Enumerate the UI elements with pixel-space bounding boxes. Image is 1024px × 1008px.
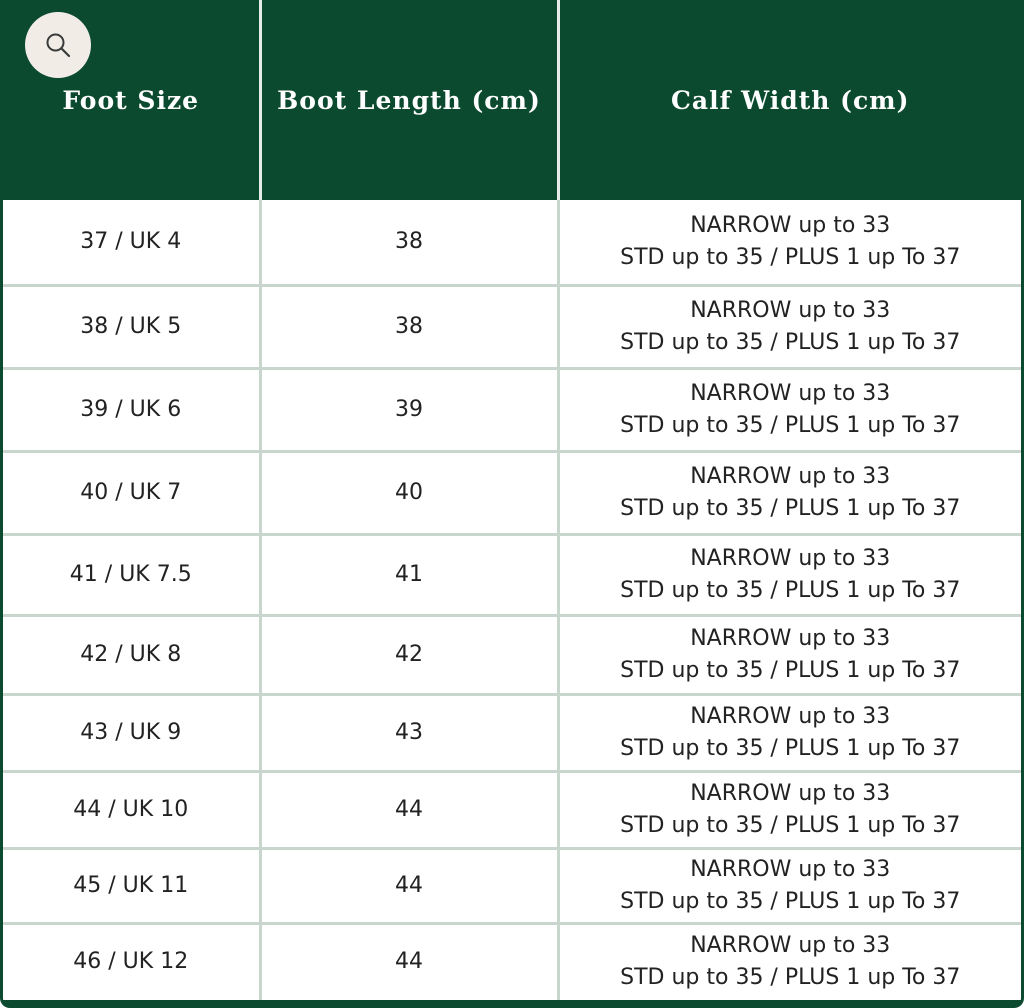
boot-length-cell: 39 — [260, 368, 558, 451]
foot-size-cell: 37 / UK 4 — [3, 200, 260, 285]
foot-size-cell: 41 / UK 7.5 — [3, 534, 260, 615]
calf-width-line: NARROW up to 33 — [690, 625, 891, 651]
calf-width-line: STD up to 35 / PLUS 1 up To 37 — [620, 812, 961, 838]
boot-length-cell: 43 — [260, 694, 558, 771]
calf-width-cell — [558, 451, 1021, 534]
boot-length-cell: 38 — [260, 285, 558, 368]
calf-width-line: NARROW up to 33 — [690, 380, 891, 406]
calf-width-line: STD up to 35 / PLUS 1 up To 37 — [620, 412, 961, 438]
table-row — [3, 200, 1021, 285]
calf-width-line: STD up to 35 / PLUS 1 up To 37 — [620, 244, 961, 270]
foot-size-cell: 42 / UK 8 — [3, 615, 260, 694]
calf-width-line: STD up to 35 / PLUS 1 up To 37 — [620, 657, 961, 683]
search-button[interactable] — [25, 12, 91, 78]
calf-width-line: STD up to 35 / PLUS 1 up To 37 — [620, 965, 961, 991]
table-row — [3, 771, 1021, 848]
table-row — [3, 451, 1021, 534]
calf-width-cell — [558, 848, 1021, 923]
foot-size-cell: 38 / UK 5 — [3, 285, 260, 368]
calf-width-cell — [558, 771, 1021, 848]
calf-width-line: NARROW up to 33 — [690, 463, 891, 489]
calf-width-line: STD up to 35 / PLUS 1 up To 37 — [620, 577, 961, 603]
foot-size-cell: 44 / UK 10 — [3, 771, 260, 848]
table-row — [3, 285, 1021, 368]
calf-width-line: NARROW up to 33 — [690, 856, 891, 882]
calf-width-line: NARROW up to 33 — [690, 933, 891, 959]
table-row — [3, 534, 1021, 615]
boot-length-cell: 42 — [260, 615, 558, 694]
calf-width-line: NARROW up to 33 — [690, 703, 891, 729]
calf-width-line: STD up to 35 / PLUS 1 up To 37 — [620, 888, 961, 914]
calf-width-line: STD up to 35 / PLUS 1 up To 37 — [620, 735, 961, 761]
foot-size-cell: 39 / UK 6 — [3, 368, 260, 451]
table-header-row — [3, 0, 1021, 200]
table-row — [3, 848, 1021, 923]
calf-width-line: NARROW up to 33 — [690, 780, 891, 806]
header-foot-size: Foot Size — [3, 0, 260, 200]
boot-length-cell: 44 — [260, 923, 558, 1000]
foot-size-cell: 46 / UK 12 — [3, 923, 260, 1000]
table-row — [3, 615, 1021, 694]
foot-size-cell: 43 / UK 9 — [3, 694, 260, 771]
header-boot-length: Boot Length (cm) — [260, 0, 558, 200]
calf-width-cell — [558, 534, 1021, 615]
table-row — [3, 694, 1021, 771]
table-row — [3, 368, 1021, 451]
calf-width-line: STD up to 35 / PLUS 1 up To 37 — [620, 329, 961, 355]
boot-length-cell: 38 — [260, 200, 558, 285]
calf-width-cell — [558, 615, 1021, 694]
header-calf-width: Calf Width (cm) — [558, 0, 1021, 200]
boot-length-cell: 44 — [260, 771, 558, 848]
calf-width-cell — [558, 694, 1021, 771]
table-row — [3, 923, 1021, 1000]
calf-width-cell — [558, 923, 1021, 1000]
calf-width-line: NARROW up to 33 — [690, 545, 891, 571]
foot-size-cell: 45 / UK 11 — [3, 848, 260, 923]
calf-width-cell — [558, 368, 1021, 451]
calf-width-cell — [558, 285, 1021, 368]
calf-width-line: NARROW up to 33 — [690, 297, 891, 323]
boot-length-cell: 40 — [260, 451, 558, 534]
calf-width-line: NARROW up to 33 — [690, 212, 891, 238]
boot-length-cell: 44 — [260, 848, 558, 923]
search-icon — [44, 31, 72, 59]
calf-width-line: STD up to 35 / PLUS 1 up To 37 — [620, 495, 961, 521]
boot-length-cell: 41 — [260, 534, 558, 615]
size-chart-table — [3, 0, 1021, 1000]
calf-width-cell — [558, 200, 1021, 285]
foot-size-cell: 40 / UK 7 — [3, 451, 260, 534]
